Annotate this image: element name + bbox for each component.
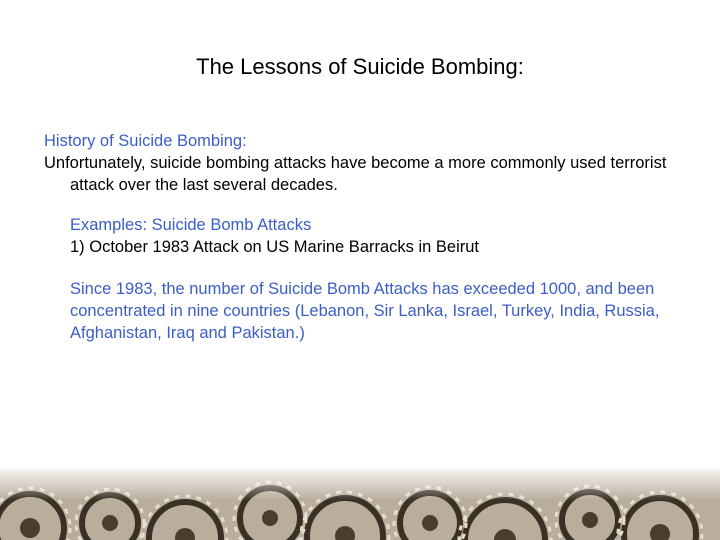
history-text: Unfortunately, suicide bombing attacks have become a more commonly used terrorist attack over the last several decades.: [44, 154, 667, 194]
slide-title: The Lessons of Suicide Bombing:: [196, 54, 524, 79]
slide-body: [44, 130, 684, 344]
example-item-1: 1) October 1983 Attack on US Marine Barracks in Beirut: [70, 238, 480, 256]
examples-heading: Examples: Suicide Bomb Attacks: [70, 216, 312, 234]
since-text: Since 1983, the number of Suicide Bomb Attacks has exceeded 1000, and been concentrated in nine countries (Lebanon, Sir Lanka, Israel, Turkey, India, Russia, Afghanistan, Iraq and Pakistan.): [70, 280, 660, 342]
history-heading: History of Suicide Bombing:: [44, 132, 247, 150]
gears-banner-image: [0, 468, 720, 540]
